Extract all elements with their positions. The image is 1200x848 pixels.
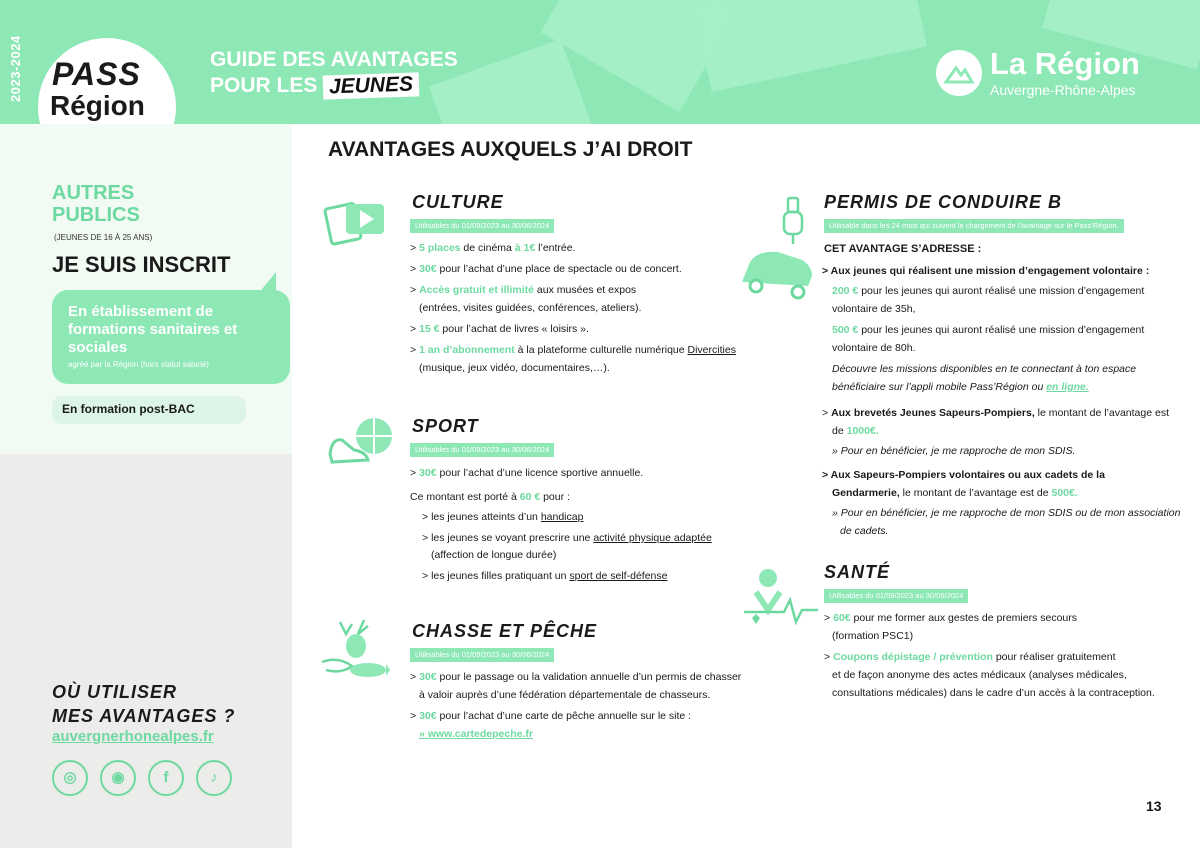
sante-line-2d: consultations médicales) dans le cadre d’un accès à la contraception. bbox=[832, 687, 1155, 699]
permis-c2: Gendarmerie, le montant de l’avantage est de 500€. bbox=[832, 487, 1078, 499]
permis-c3: » Pour en bénéficier, je me rapproche de mon SDIS ou de mon association bbox=[832, 507, 1181, 519]
logo-region-text: Région bbox=[50, 90, 145, 121]
sport-line-4b: (affection de longue durée) bbox=[431, 549, 557, 561]
page-title: AVANTAGES AUXQUELS J’AI DROIT bbox=[328, 138, 693, 161]
sport-title: SPORT bbox=[412, 416, 479, 436]
permis-a3: 500 € pour les jeunes qui auront réalisé une mission d’engagement bbox=[832, 324, 1145, 336]
chasse-line-2: > 30€ pour l’achat d’une carte de pêche annuelle sur le site : bbox=[410, 710, 692, 722]
sport-line-1: > 30€ pour l’achat d’une licence sportive annuelle. bbox=[410, 467, 644, 479]
culture-title: CULTURE bbox=[412, 192, 504, 212]
culture-line-5b: (musique, jeux vidéo, documentaires,…). bbox=[419, 362, 610, 374]
chasse-line-1b: à valoir auprès d’une fédération départementale de chasseurs. bbox=[419, 689, 711, 701]
mountain-logo-icon bbox=[936, 50, 982, 96]
permis-a2: 200 € pour les jeunes qui auront réalisé une mission d’engagement bbox=[832, 285, 1145, 297]
guide-title-line2: POUR LES JEUNES bbox=[210, 74, 419, 98]
permis-a1: > Aux jeunes qui réalisent une mission d’engagement volontaire : bbox=[822, 265, 1150, 277]
bubble-title: En établissement de formations sanitaires et sociales bbox=[68, 303, 238, 356]
inscrit-heading: JE SUIS INSCRIT bbox=[52, 252, 231, 277]
jeunes-highlight: JEUNES bbox=[323, 72, 420, 99]
culture-line-4: > 15 € pour l’achat de livres « loisirs ». bbox=[410, 323, 589, 335]
sante-date: Utilisables du 01/09/2023 au 30/06/2024 bbox=[824, 589, 968, 603]
bubble-subtitle: agréé par la Région (hors statut salarié) bbox=[68, 360, 209, 369]
culture-date: Utilisables du 01/09/2023 au 30/06/2024 bbox=[410, 219, 554, 233]
sante-line-2: > Coupons dépistage / prévention pour réaliser gratuitement bbox=[824, 651, 1116, 663]
deer-fish-icon bbox=[318, 612, 392, 691]
sport-date: Utilisables du 01/09/2023 au 30/06/2024 bbox=[410, 443, 554, 457]
guide-title-line1: GUIDE DES AVANTAGES bbox=[210, 48, 458, 71]
permis-b2: » Pour en bénéficier, je me rapproche de mon SDIS. bbox=[832, 445, 1076, 457]
permis-title: PERMIS DE CONDUIRE B bbox=[824, 192, 1063, 212]
where-title-line2: MES AVANTAGES ? bbox=[52, 706, 236, 726]
snapchat-icon[interactable]: ◉ bbox=[100, 760, 136, 796]
sante-line-1: > 60€ pour me former aux gestes de premiers secours bbox=[824, 612, 1078, 624]
tiktok-icon[interactable]: ♪ bbox=[196, 760, 232, 796]
facebook-icon[interactable]: f bbox=[148, 760, 184, 796]
sante-title: SANTÉ bbox=[824, 562, 891, 582]
sante-line-2c: et de façon anonyme des actes médicaux (analyses médicales, bbox=[832, 669, 1127, 681]
brand-title: La Région bbox=[990, 46, 1140, 81]
sidebar-bottom-panel bbox=[0, 454, 292, 848]
year-label: 2023-2024 bbox=[8, 35, 23, 102]
chasse-line-1: > 30€ pour le passage ou la validation annuelle d’un permis de chasser bbox=[410, 671, 742, 683]
permis-a3c: volontaire de 80h. bbox=[832, 342, 916, 354]
health-person-icon bbox=[742, 566, 820, 633]
en-ligne-link[interactable]: en ligne. bbox=[1046, 381, 1089, 393]
permis-a2c: volontaire de 35h, bbox=[832, 303, 916, 315]
logo-pass-text: PASS bbox=[52, 56, 141, 92]
chasse-date: Utilisables du 01/09/2023 au 30/06/2024 bbox=[410, 648, 554, 662]
permis-c4: de cadets. bbox=[840, 525, 889, 537]
brand-subtitle: Auvergne-Rhône-Alpes bbox=[990, 82, 1136, 98]
audience-title: AUTRES PUBLICS bbox=[52, 182, 140, 226]
culture-line-2: > 30€ pour l’achat d’une place de spectacle ou de concert. bbox=[410, 263, 682, 275]
culture-line-5: > 1 an d’abonnement à la plateforme culturelle numérique Divercities bbox=[410, 344, 736, 356]
culture-line-3b: (entrées, visites guidées, conférences, ateliers). bbox=[419, 302, 642, 314]
permis-b1: > Aux brevetés Jeunes Sapeurs-Pompiers, le montant de l’avantage est bbox=[822, 407, 1169, 419]
sport-line-5: > les jeunes filles pratiquant un sport de self-défense bbox=[422, 570, 668, 582]
instagram-icon[interactable]: ◎ bbox=[52, 760, 88, 796]
ticket-play-icon bbox=[322, 196, 388, 251]
permis-date: Utilisable dans les 24 mois qui suivent le chargement de l’avantage sur le Pass’Région. bbox=[824, 219, 1124, 233]
sport-line-4: > les jeunes se voyant prescrire une activité physique adaptée bbox=[422, 532, 712, 544]
page-number: 13 bbox=[1146, 798, 1162, 814]
permis-b1c: de 1000€. bbox=[832, 425, 879, 437]
culture-line-1: > 5 places de cinéma à 1€ l’entrée. bbox=[410, 242, 576, 254]
postbac-tag: En formation post-BAC bbox=[52, 396, 246, 424]
permis-c1: > Aux Sapeurs-Pompiers volontaires ou aux cadets de la bbox=[822, 469, 1105, 481]
chasse-title: CHASSE ET PÊCHE bbox=[412, 621, 598, 641]
website-link[interactable]: auvergnerhonealpes.fr bbox=[52, 728, 214, 745]
cartedepeche-link[interactable]: » www.cartedepeche.fr bbox=[419, 728, 533, 740]
sante-line-1b: (formation PSC1) bbox=[832, 630, 914, 642]
permis-a4: Découvre les missions disponibles en te connectant à ton espace bbox=[832, 363, 1137, 375]
permis-cible: CET AVANTAGE S’ADRESSE : bbox=[824, 243, 982, 255]
permis-a5: bénéficiaire sur l’appli mobile Pass’Région ou en ligne. bbox=[832, 381, 1089, 393]
sport-line-2: Ce montant est porté à 60 € pour : bbox=[410, 491, 570, 503]
culture-line-3: > Accès gratuit et illimité aux musées et expos bbox=[410, 284, 637, 296]
where-title-line1: OÙ UTILISER bbox=[52, 682, 178, 702]
car-key-icon bbox=[738, 196, 818, 305]
age-range: (JEUNES DE 16 À 25 ANS) bbox=[54, 233, 153, 242]
sport-line-3: > les jeunes atteints d’un handicap bbox=[422, 511, 584, 523]
sneaker-ball-icon bbox=[326, 414, 396, 475]
